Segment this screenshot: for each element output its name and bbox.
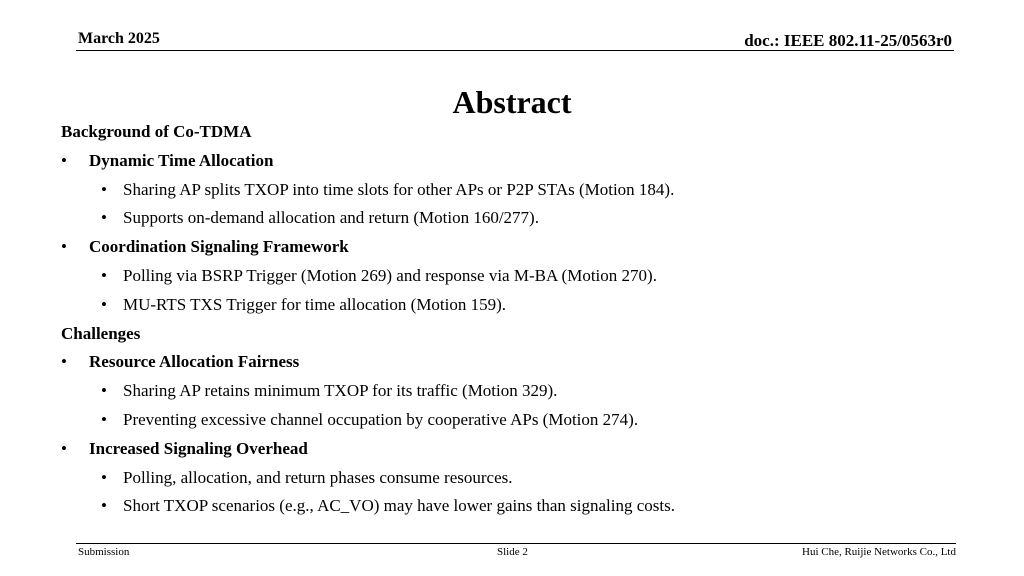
sub-bullet-item [61, 262, 961, 291]
bullet-icon: • [101, 467, 107, 487]
bullet-icon: • [101, 179, 107, 199]
bullet-icon: • [61, 150, 67, 170]
bullet-icon: • [61, 237, 67, 257]
section-heading-background: Background of Co-TDMA [61, 122, 252, 141]
footer-slide-number: Slide 2 [497, 546, 528, 558]
sub-bullet-item [61, 377, 961, 406]
sub-bullet-text: Short TXOP scenarios (e.g., AC_VO) may have lower gains than signaling costs. [123, 496, 675, 516]
header-doc-id: doc.: IEEE 802.11-25/0563r0 [744, 31, 952, 50]
bullet-item [61, 348, 961, 377]
bullet-icon: • [101, 409, 107, 429]
footer-submission: Submission [78, 546, 130, 558]
bullet-icon: • [101, 496, 107, 516]
bullet-label: Increased Signaling Overhead [89, 438, 308, 458]
bullet-icon: • [61, 438, 67, 458]
sub-bullet-text: Sharing AP retains minimum TXOP for its traffic (Motion 329). [123, 381, 558, 401]
bullet-label: Dynamic Time Allocation [89, 150, 274, 170]
bullet-label: Resource Allocation Fairness [89, 352, 300, 372]
sub-bullet-text: Sharing AP splits TXOP into time slots for other APs or P2P STAs (Motion 184). [123, 179, 675, 199]
sub-bullet-text: Polling via BSRP Trigger (Motion 269) and response via M-BA (Motion 270). [123, 265, 657, 285]
bullet-label: Coordination Signaling Framework [89, 237, 349, 257]
sub-bullet-item [61, 176, 961, 205]
footer-author: Hui Che, Ruijie Networks Co., Ltd [802, 546, 956, 558]
bullet-icon: • [101, 294, 107, 314]
section-heading-challenges: Challenges [61, 323, 141, 343]
bullet-icon: • [101, 208, 107, 228]
slide-title: Abstract [452, 84, 572, 120]
sub-bullet-text: Supports on-demand allocation and return (Motion 160/277). [123, 208, 539, 228]
bullet-item [61, 435, 961, 464]
sub-bullet-item [61, 204, 961, 233]
bullet-item [61, 147, 961, 176]
bullet-icon: • [101, 265, 107, 285]
sub-bullet-text: Preventing excessive channel occupation by cooperative APs (Motion 274). [123, 409, 639, 429]
sub-bullet-item [61, 406, 961, 435]
sub-bullet-item [61, 291, 961, 320]
sub-bullet-text: Polling, allocation, and return phases consume resources. [123, 467, 513, 487]
sub-bullet-item [61, 492, 961, 521]
bullet-icon: • [101, 381, 107, 401]
bullet-icon: • [61, 352, 67, 372]
bullet-item [61, 233, 961, 262]
header-date: March 2025 [78, 30, 160, 47]
sub-bullet-text: MU-RTS TXS Trigger for time allocation (Motion 159). [123, 294, 507, 314]
footer-divider [76, 543, 956, 544]
slide-content [61, 118, 961, 521]
sub-bullet-item [61, 464, 961, 493]
header-divider [76, 50, 954, 51]
